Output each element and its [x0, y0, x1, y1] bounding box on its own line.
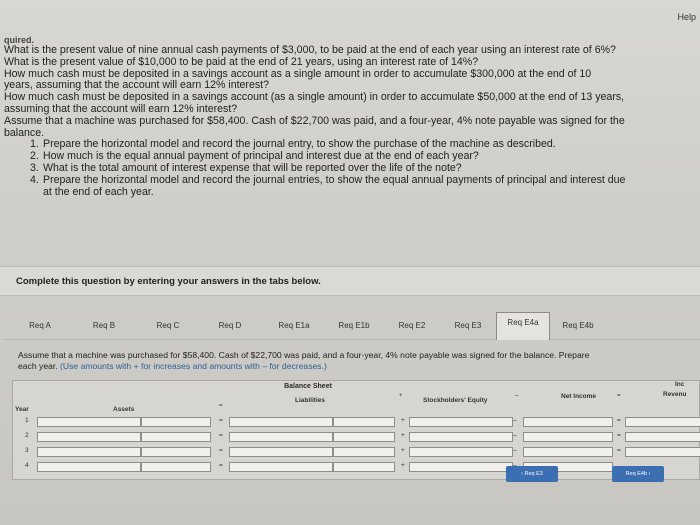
tab-req-e1a[interactable]: Req E1a [278, 321, 310, 330]
requirement-tabs [4, 312, 700, 340]
tab-req-b[interactable]: Req B [92, 321, 116, 330]
sub-question-text: Prepare the horizontal model and record the journal entries, to show the equal annual payments of principal and interest due [43, 173, 626, 186]
liabilities-input[interactable] [333, 432, 395, 442]
sub-question-text: What is the total amount of interest expense that will be reported over the life of the note? [43, 161, 462, 174]
sub-question-number: 1. [30, 138, 39, 151]
assets-input[interactable] [141, 447, 211, 457]
question-line: How much cash must be deposited in a savings account (as a single amount) in order to accumulate $50,000 at the end of 13 years, [4, 91, 625, 104]
liabilities-input[interactable] [229, 447, 333, 457]
equity-input[interactable] [409, 462, 513, 472]
instruction-line: each year. [18, 361, 58, 371]
complete-question-bar [0, 266, 700, 296]
assets-input[interactable] [37, 432, 141, 442]
revenue-header: Revenu [663, 391, 687, 398]
sub-question-list [30, 139, 696, 198]
tab-req-c[interactable]: Req C [156, 321, 180, 330]
prev-tab-button[interactable] [506, 466, 558, 482]
equity-header: Stockholders' Equity [423, 397, 488, 404]
prev-tab-label: Req E3 [524, 471, 543, 477]
assets-input[interactable] [37, 462, 141, 472]
liabilities-input[interactable] [229, 417, 333, 427]
net-income-input[interactable] [523, 432, 613, 442]
liabilities-input[interactable] [229, 462, 333, 472]
question-line: assuming that the account will earn 12% interest? [4, 102, 238, 115]
equity-input[interactable] [409, 432, 513, 442]
tab-req-e1b[interactable]: Req E1b [338, 321, 370, 330]
plus-sign: + [399, 393, 403, 399]
sub-question-number: 3. [30, 161, 39, 174]
liabilities-input[interactable] [229, 432, 333, 442]
assets-input[interactable] [141, 462, 211, 472]
next-tab-label: Req E4b [625, 471, 648, 477]
sub-question-text: at the end of each year. [43, 185, 154, 198]
question-line: What is the present value of nine annual cash payments of $3,000, to be paid at the end of each year using an interest rate of 6%? [4, 44, 616, 56]
cut-heading: quired. [4, 35, 35, 45]
revenue-input[interactable] [625, 432, 700, 442]
sub-question [30, 175, 696, 199]
tab-req-e4a[interactable]: Req E4a [496, 312, 550, 340]
assets-input[interactable] [37, 417, 141, 427]
help-link[interactable]: Help [677, 12, 696, 22]
income-header: Inc [675, 381, 685, 388]
assets-input[interactable] [37, 447, 141, 457]
instruction-line-2 [18, 361, 698, 372]
model-row: 3 = + – = [13, 447, 700, 458]
instruction-text [18, 350, 698, 372]
year-cell: 3 [25, 447, 29, 454]
question-line: years, assuming that the account will earn 12% interest? [4, 79, 269, 92]
year-cell: 2 [25, 432, 29, 439]
balance-sheet-title: Balance Sheet [284, 383, 332, 390]
net-income-header: Net Income [561, 393, 597, 400]
year-cell: 4 [25, 462, 29, 469]
question-line: Assume that a machine was purchased for $58,400. Cash of $22,700 was paid, and a four-year, 4% note payable was signed for the [4, 114, 625, 127]
tab-req-e2[interactable]: Req E2 [398, 321, 426, 330]
equity-input[interactable] [409, 447, 513, 457]
assets-input[interactable] [141, 432, 211, 442]
sub-question-text: How much is the equal annual payment of principal and interest due at the end of each year? [43, 150, 479, 163]
sub-question-number: 2. [30, 150, 39, 163]
minus-sign: – [515, 393, 519, 399]
sub-question-number: 4. [30, 173, 39, 186]
model-row: 1 = + – = [13, 417, 700, 428]
liabilities-header: Liabilities [295, 397, 325, 404]
horizontal-model-sheet [12, 380, 700, 480]
model-row: 2 = + – = [13, 432, 700, 443]
model-row: 4 = + [13, 462, 700, 473]
liabilities-input[interactable] [333, 417, 395, 427]
question-line: What is the present value of $10,000 to be paid at the end of 21 years, using an interest rate of 14%? [4, 55, 479, 68]
revenue-input[interactable] [625, 447, 700, 457]
assets-header: Assets [113, 406, 135, 413]
net-income-input[interactable] [523, 417, 613, 427]
question-text [4, 36, 696, 198]
complete-question-text: Complete this question by entering your answers in the tabs below. [16, 276, 321, 287]
liabilities-input[interactable] [333, 462, 395, 472]
instruction-hint: (Use amounts with + for increases and amounts with – for decreases.) [60, 361, 327, 371]
sub-question-text: Prepare the horizontal model and record the journal entry, to show the purchase of the machine as described. [43, 138, 556, 151]
assets-input[interactable] [141, 417, 211, 427]
year-cell: 1 [25, 417, 29, 424]
liabilities-input[interactable] [333, 447, 395, 457]
instruction-line: Assume that a machine was purchased for $58,400. Cash of $22,700 was paid, and a four-year, 4% note payable was signed for the balance. Prepare [18, 350, 590, 360]
chevron-left-icon: ‹ [521, 471, 523, 477]
net-income-input[interactable] [523, 447, 613, 457]
tab-req-a[interactable]: Req A [29, 321, 51, 330]
question-line: How much cash must be deposited in a savings account as a single amount in order to accumulate $300,000 at the end of 10 [4, 67, 592, 80]
tab-req-d[interactable]: Req D [218, 321, 242, 330]
question-line: balance. [4, 126, 45, 139]
year-header: Year [15, 406, 29, 413]
tab-req-e3[interactable]: Req E3 [454, 321, 482, 330]
tab-req-e4b[interactable]: Req E4b [562, 321, 594, 330]
revenue-input[interactable] [625, 417, 700, 427]
equity-input[interactable] [409, 417, 513, 427]
next-tab-button[interactable] [612, 466, 664, 482]
equals-sign: = [219, 403, 223, 409]
equals-sign: = [617, 393, 621, 399]
chevron-right-icon: › [648, 471, 651, 477]
